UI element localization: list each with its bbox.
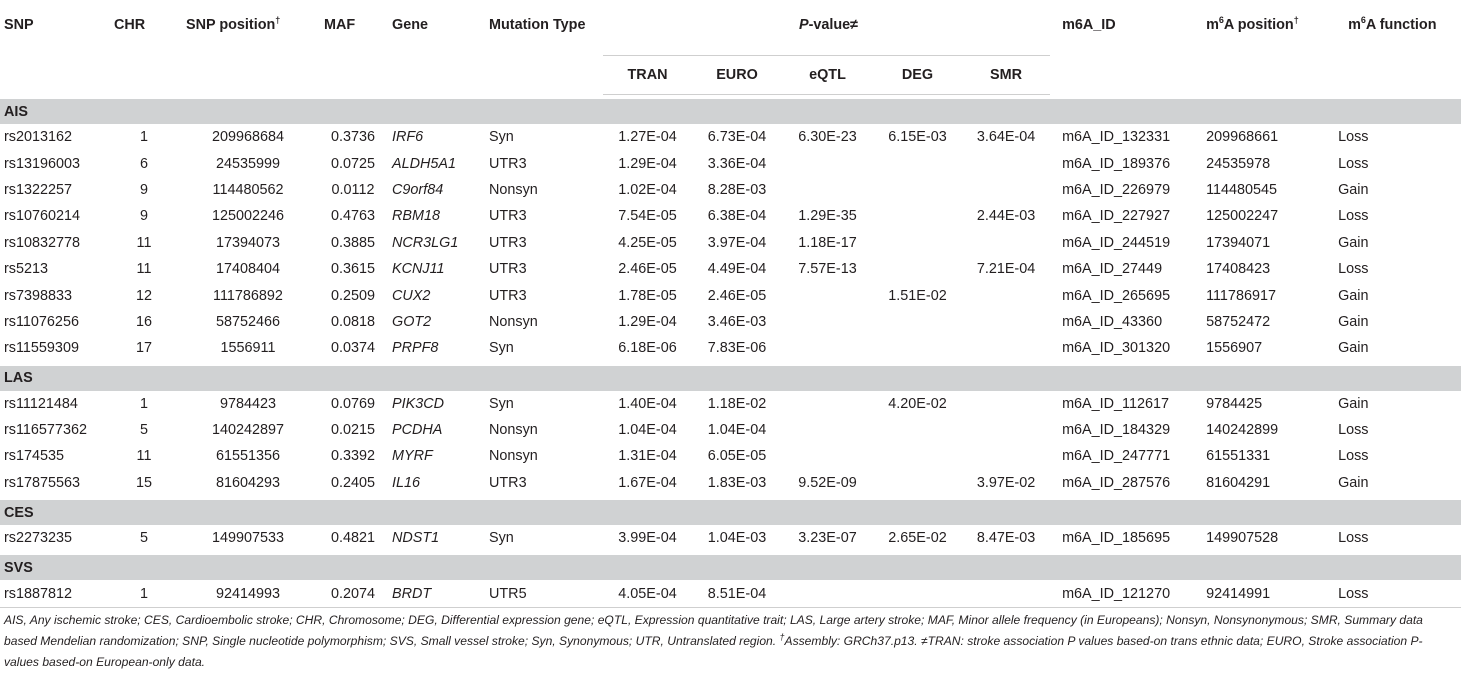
- cell-m6a-position: 149907528: [1206, 530, 1279, 547]
- cell-chr: 1: [139, 129, 148, 146]
- cell-gene: GOT2: [392, 313, 432, 330]
- cell-gene: PCDHA: [392, 422, 443, 439]
- cell-m6a-position: 81604291: [1206, 474, 1271, 491]
- cell-deg: [873, 443, 962, 469]
- table-body: [0, 95, 1461, 608]
- cell-euro: 8.51E-04: [692, 580, 782, 607]
- cell-eqtl: [782, 282, 873, 308]
- cell-euro: 1.04E-03: [707, 530, 767, 547]
- cell-mutation-type: UTR3: [489, 474, 527, 491]
- cell-m6a-position: 17408423: [1206, 261, 1271, 278]
- cell-tran: 1.40E-04: [618, 395, 677, 412]
- header-m6a-id: m6A_ID: [1062, 17, 1116, 33]
- header-snp-position: SNP position†: [186, 15, 281, 33]
- cell-mutation-type: Syn: [489, 530, 514, 547]
- cell-snp: rs13196003: [4, 155, 81, 172]
- cell-eqtl: 9.52E-09: [798, 474, 857, 491]
- cell-maf: 0.3885: [330, 234, 375, 251]
- cell-tran: 6.18E-06: [618, 340, 677, 357]
- cell-gene: MYRF: [392, 448, 433, 465]
- cell-gene: PRPF8: [392, 340, 439, 357]
- cell-euro: 4.49E-04: [707, 261, 767, 278]
- header-eqtl: eQTL: [782, 56, 873, 95]
- cell-chr: 5: [139, 422, 148, 439]
- cell-tran: 2.46E-05: [618, 261, 677, 278]
- cell-gene: NCR3LG1: [392, 234, 459, 251]
- cell-maf: 0.4821: [330, 530, 375, 547]
- cell-snp: rs11121484: [4, 395, 78, 412]
- cell-snp-position: 209968684: [211, 129, 285, 146]
- cell-chr: 16: [135, 313, 152, 330]
- cell-gene: ALDH5A1: [392, 155, 456, 172]
- cell-euro: 1.83E-03: [707, 474, 767, 491]
- cell-m6a-function: Loss: [1338, 208, 1369, 225]
- cell-deg: 1.51E-02: [888, 287, 947, 304]
- cell-euro: 6.38E-04: [707, 208, 767, 225]
- table-row: [0, 150, 1461, 176]
- cell-smr: 3.64E-04: [976, 129, 1036, 146]
- cell-maf: 0.4763: [330, 208, 375, 225]
- cell-m6a-position: 1556907: [1206, 340, 1263, 357]
- cell-m6a-function: Gain: [1338, 313, 1369, 330]
- cell-m6a-id: m6A_ID_226979: [1062, 181, 1171, 198]
- cell-m6a-id: m6A_ID_184329: [1062, 422, 1171, 439]
- cell-deg: 4.20E-02: [888, 395, 947, 412]
- group-label: CES: [0, 500, 1461, 525]
- cell-snp: rs5213: [4, 261, 49, 278]
- table-row: [0, 230, 1461, 256]
- cell-chr: 9: [139, 208, 148, 225]
- cell-snp-position: 1556911: [220, 340, 276, 357]
- cell-eqtl: 1.18E-17: [798, 234, 857, 251]
- footnote-pvalue-note: ≠TRAN: stroke association P values based-on trans ethnic data; EURO, Stroke association P-values based-on European-only data.: [4, 634, 1423, 669]
- cell-eqtl: [782, 417, 873, 443]
- cell-mutation-type: Syn: [489, 129, 514, 146]
- cell-smr: [962, 391, 1050, 417]
- cell-m6a-id: m6A_ID_287576: [1062, 474, 1171, 491]
- cell-euro: 2.46E-05: [707, 287, 767, 304]
- header-gene: Gene: [392, 17, 428, 33]
- cell-snp-position: 149907533: [211, 530, 285, 547]
- table-row: [0, 124, 1461, 150]
- cell-chr: 6: [139, 155, 148, 172]
- cell-chr: 12: [135, 287, 152, 304]
- table-row: [0, 417, 1461, 443]
- cell-m6a-position: 92414991: [1192, 580, 1326, 607]
- cell-maf: 0.0112: [331, 181, 375, 198]
- cell-gene: CUX2: [392, 287, 431, 304]
- cell-m6a-function: Gain: [1338, 395, 1369, 412]
- cell-snp-position: 24535999: [215, 155, 281, 172]
- cell-snp-position: 9784423: [219, 395, 277, 412]
- cell-smr: 7.21E-04: [976, 261, 1036, 278]
- cell-snp: rs10760214: [4, 208, 81, 225]
- cell-snp: rs1887812: [0, 580, 110, 607]
- table-row: [0, 256, 1461, 282]
- cell-snp: rs2273235: [4, 530, 73, 547]
- cell-mutation-type: UTR5: [485, 580, 603, 607]
- table-row: [0, 525, 1461, 551]
- cell-deg: [873, 335, 962, 361]
- cell-m6a-position: 24535978: [1206, 155, 1271, 172]
- cell-snp: rs17875563: [4, 474, 81, 491]
- cell-m6a-function: Gain: [1338, 474, 1369, 491]
- cell-deg: 2.65E-02: [888, 530, 947, 547]
- cell-m6a-function: Loss: [1338, 448, 1369, 465]
- cell-snp: rs11076256: [4, 313, 79, 330]
- header-row-1: [0, 5, 1461, 56]
- header-chr: CHR: [114, 17, 146, 33]
- cell-m6a-id: m6A_ID_189376: [1062, 155, 1171, 172]
- table-header: [0, 5, 1461, 95]
- cell-m6a-id: m6A_ID_132331: [1062, 129, 1171, 146]
- cell-tran: 1.31E-04: [618, 448, 677, 465]
- cell-m6a-function: Loss: [1338, 129, 1369, 146]
- cell-maf: 0.2509: [330, 287, 375, 304]
- cell-eqtl: [782, 580, 873, 607]
- cell-chr: 11: [136, 261, 152, 278]
- cell-smr: [962, 177, 1050, 203]
- cell-eqtl: [782, 150, 873, 176]
- cell-euro: 6.05E-05: [707, 448, 767, 465]
- cell-mutation-type: Nonsyn: [489, 448, 538, 465]
- cell-m6a-id: m6A_ID_27449: [1062, 261, 1163, 278]
- snp-table: [0, 5, 1461, 608]
- cell-gene: C9orf84: [392, 181, 444, 198]
- cell-deg: [873, 470, 962, 496]
- cell-deg: [873, 580, 962, 607]
- cell-euro: 3.97E-04: [707, 234, 767, 251]
- cell-m6a-function: Loss: [1338, 530, 1369, 547]
- group-label: LAS: [0, 366, 1461, 391]
- table-row: [0, 470, 1461, 496]
- cell-smr: [962, 580, 1050, 607]
- cell-smr: [962, 417, 1050, 443]
- cell-deg: [873, 203, 962, 229]
- header-mutation-type: Mutation Type: [489, 17, 586, 33]
- cell-tran: 7.54E-05: [618, 208, 677, 225]
- cell-maf: 0.0215: [330, 422, 375, 439]
- cell-tran: 3.99E-04: [618, 530, 677, 547]
- cell-smr: 3.97E-02: [976, 474, 1036, 491]
- cell-snp: rs1322257: [4, 181, 73, 198]
- cell-m6a-position: 114480545: [1206, 181, 1278, 198]
- cell-mutation-type: Nonsyn: [489, 313, 538, 330]
- cell-maf: 0.0374: [330, 340, 375, 357]
- cell-chr: 1: [110, 580, 178, 607]
- cell-deg: [873, 309, 962, 335]
- cell-m6a-id: m6A_ID_244519: [1062, 234, 1171, 251]
- cell-eqtl: [782, 391, 873, 417]
- cell-gene: NDST1: [392, 530, 440, 547]
- cell-m6a-position: 9784425: [1206, 395, 1263, 412]
- cell-deg: [873, 417, 962, 443]
- cell-smr: [962, 150, 1050, 176]
- cell-tran: 4.25E-05: [618, 234, 677, 251]
- cell-chr: 11: [136, 448, 152, 465]
- table-row: [0, 203, 1461, 229]
- cell-maf: 0.0818: [330, 313, 375, 330]
- cell-m6a-id: m6A_ID_227927: [1062, 208, 1171, 225]
- cell-maf: 0.2074: [318, 580, 388, 607]
- cell-gene: PIK3CD: [392, 395, 444, 412]
- cell-eqtl: 3.23E-07: [798, 530, 857, 547]
- cell-smr: [962, 335, 1050, 361]
- cell-m6a-id: m6A_ID_265695: [1062, 287, 1171, 304]
- cell-euro: 8.28E-03: [707, 181, 767, 198]
- table-row: [0, 391, 1461, 417]
- cell-tran: 1.02E-04: [618, 181, 677, 198]
- cell-chr: 5: [139, 530, 148, 547]
- cell-snp: rs11559309: [4, 340, 79, 357]
- cell-m6a-id: m6A_ID_121270: [1050, 580, 1192, 607]
- cell-deg: [873, 230, 962, 256]
- cell-smr: [962, 309, 1050, 335]
- cell-mutation-type: UTR3: [489, 261, 527, 278]
- cell-smr: 8.47E-03: [976, 530, 1036, 547]
- cell-snp: rs116577362: [4, 422, 87, 439]
- cell-maf: 0.3736: [330, 129, 375, 146]
- header-snp: SNP: [4, 17, 34, 33]
- cell-eqtl: 6.30E-23: [798, 129, 857, 146]
- cell-m6a-function: Loss: [1338, 155, 1369, 172]
- cell-tran: 1.27E-04: [618, 129, 677, 146]
- group-header-row: [0, 366, 1461, 391]
- cell-m6a-position: 140242899: [1206, 422, 1279, 439]
- cell-snp-position: 125002246: [211, 208, 285, 225]
- cell-snp: rs2013162: [4, 129, 73, 146]
- cell-mutation-type: Nonsyn: [489, 422, 538, 439]
- cell-snp: rs174535: [4, 448, 65, 465]
- table-row: [0, 282, 1461, 308]
- cell-mutation-type: UTR3: [489, 234, 527, 251]
- cell-smr: 2.44E-03: [976, 208, 1036, 225]
- cell-eqtl: 1.29E-35: [798, 208, 857, 225]
- table-row: [0, 309, 1461, 335]
- cell-snp-position: 92414993: [178, 580, 318, 607]
- cell-eqtl: [782, 309, 873, 335]
- cell-deg: [873, 256, 962, 282]
- cell-snp-position: 111786892: [213, 287, 283, 304]
- cell-deg: 6.15E-03: [888, 129, 947, 146]
- header-maf: MAF: [324, 17, 356, 33]
- cell-tran: 1.78E-05: [618, 287, 677, 304]
- cell-tran: 1.29E-04: [618, 155, 677, 172]
- cell-m6a-id: m6A_ID_43360: [1062, 313, 1163, 330]
- cell-m6a-position: 61551331: [1206, 448, 1271, 465]
- cell-eqtl: 7.57E-13: [798, 261, 857, 278]
- cell-mutation-type: UTR3: [489, 208, 527, 225]
- cell-smr: [962, 282, 1050, 308]
- cell-chr: 1: [139, 395, 148, 412]
- cell-snp: rs7398833: [4, 287, 73, 304]
- footnote-abbreviations: AIS, Any ischemic stroke; CES, Cardioembolic stroke; CHR, Chromosome; DEG, Differential expression gene; eQTL, Expression quantitative trait; LAS, Large artery stroke; MAF, Minor allele frequency (in Europeans); Nonsyn, Nonsynonymous; SMR, Summary data based Mendelian randomization; SNP, Single nucleotide polymorphism; SVS, Small vessel stroke; Syn, Synonymous; UTR, Untranslated region.: [4, 613, 1423, 648]
- cell-m6a-function: Loss: [1326, 580, 1461, 607]
- cell-deg: [873, 177, 962, 203]
- table-row: [0, 335, 1461, 361]
- cell-maf: 0.2405: [330, 474, 375, 491]
- cell-deg: [873, 150, 962, 176]
- cell-tran: 4.05E-04: [603, 580, 692, 607]
- cell-m6a-id: m6A_ID_301320: [1062, 340, 1171, 357]
- cell-maf: 0.3615: [330, 261, 375, 278]
- cell-gene: BRDT: [388, 580, 485, 607]
- cell-snp-position: 81604293: [215, 474, 281, 491]
- header-p-value: P-value≠: [603, 5, 1050, 56]
- group-header-row: [0, 555, 1461, 580]
- table-row: [0, 443, 1461, 469]
- table-row: [0, 580, 1461, 607]
- cell-chr: 17: [135, 340, 152, 357]
- header-m6a-function: $m^6A$ function: [1348, 15, 1437, 33]
- group-header-row: [0, 99, 1461, 124]
- footnote-dagger: †: [779, 631, 785, 642]
- cell-m6a-function: Gain: [1338, 181, 1369, 198]
- cell-euro: 7.83E-06: [707, 340, 767, 357]
- cell-m6a-id: m6A_ID_112617: [1062, 395, 1170, 412]
- cell-snp-position: 140242897: [211, 422, 285, 439]
- cell-mutation-type: Nonsyn: [489, 181, 538, 198]
- cell-eqtl: [782, 443, 873, 469]
- cell-maf: 0.0769: [330, 395, 375, 412]
- cell-m6a-position: 125002247: [1206, 208, 1279, 225]
- group-header-row: [0, 500, 1461, 525]
- cell-gene: KCNJ11: [392, 261, 445, 278]
- cell-m6a-function: Gain: [1338, 287, 1369, 304]
- cell-snp-position: 17408404: [215, 261, 281, 278]
- cell-m6a-id: m6A_ID_185695: [1062, 530, 1171, 547]
- cell-euro: 6.73E-04: [707, 129, 767, 146]
- cell-eqtl: [782, 335, 873, 361]
- header-deg: DEG: [873, 56, 962, 95]
- cell-mutation-type: UTR3: [489, 287, 527, 304]
- cell-m6a-position: 111786917: [1206, 287, 1276, 304]
- cell-chr: 15: [135, 474, 152, 491]
- cell-tran: 1.29E-04: [618, 313, 677, 330]
- footnote-assembly: Assembly: GRCh37.p13.: [784, 634, 921, 648]
- cell-euro: 1.18E-02: [707, 395, 767, 412]
- cell-euro: 1.04E-04: [707, 422, 767, 439]
- cell-maf: 0.0725: [330, 155, 375, 172]
- cell-chr: 11: [136, 234, 152, 251]
- header-m6a-position: $m^6A$ position†: [1206, 15, 1299, 33]
- group-label: SVS: [0, 555, 1461, 580]
- table-row: [0, 177, 1461, 203]
- cell-snp-position: 61551356: [215, 448, 281, 465]
- cell-smr: [962, 443, 1050, 469]
- cell-m6a-function: Gain: [1338, 234, 1369, 251]
- cell-gene: RBM18: [392, 208, 440, 225]
- cell-tran: 1.67E-04: [618, 474, 677, 491]
- cell-snp-position: 17394073: [215, 234, 281, 251]
- table-footnote: [4, 610, 1456, 673]
- cell-mutation-type: Syn: [489, 395, 514, 412]
- cell-maf: 0.3392: [330, 448, 375, 465]
- cell-m6a-function: Loss: [1338, 261, 1369, 278]
- cell-euro: 3.46E-03: [707, 313, 767, 330]
- cell-m6a-position: 209968661: [1206, 129, 1279, 146]
- cell-tran: 1.04E-04: [618, 422, 677, 439]
- cell-m6a-id: m6A_ID_247771: [1062, 448, 1171, 465]
- cell-gene: IRF6: [392, 129, 424, 146]
- cell-mutation-type: Syn: [489, 340, 514, 357]
- cell-gene: IL16: [392, 474, 421, 491]
- cell-chr: 9: [139, 181, 148, 198]
- cell-smr: [962, 230, 1050, 256]
- cell-m6a-function: Gain: [1338, 340, 1369, 357]
- cell-eqtl: [782, 177, 873, 203]
- cell-snp-position: 58752466: [215, 313, 281, 330]
- header-tran: TRAN: [603, 56, 692, 95]
- header-euro: EURO: [692, 56, 782, 95]
- cell-mutation-type: UTR3: [489, 155, 527, 172]
- cell-euro: 3.36E-04: [707, 155, 767, 172]
- cell-m6a-position: 17394071: [1206, 234, 1271, 251]
- cell-snp-position: 114480562: [212, 181, 284, 198]
- cell-m6a-position: 58752472: [1206, 313, 1271, 330]
- header-smr: SMR: [962, 56, 1050, 95]
- cell-snp: rs10832778: [4, 234, 81, 251]
- group-label: AIS: [0, 99, 1461, 124]
- cell-m6a-function: Loss: [1338, 422, 1369, 439]
